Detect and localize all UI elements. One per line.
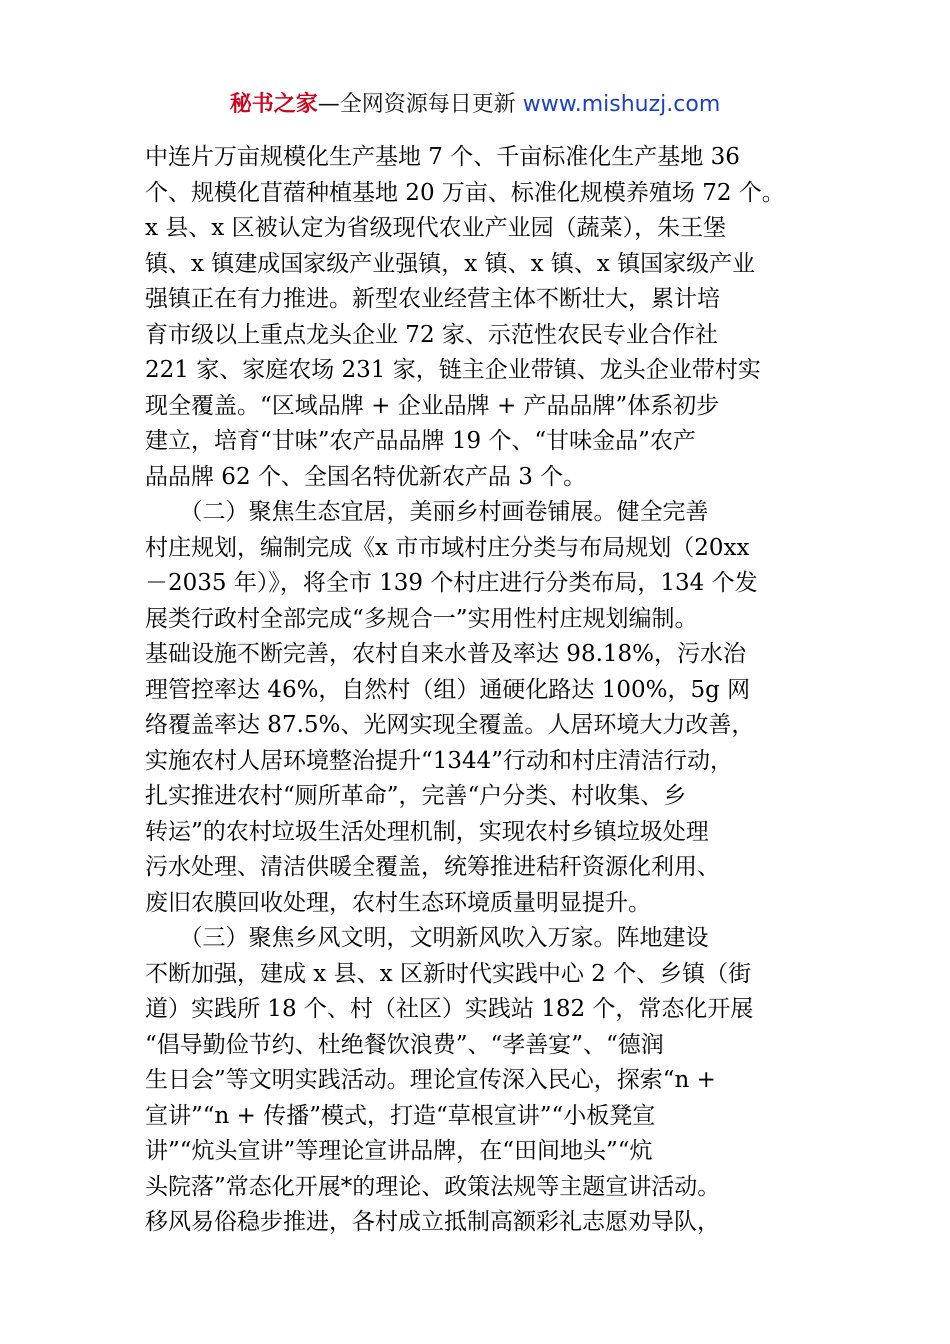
text-line: 建立，培育“甘味”农产品品牌 19 个、“甘味金品”农产 (145, 428, 696, 454)
text-line: 村庄规划，编制完成《x 市市域村庄分类与布局规划（20xx (145, 534, 750, 561)
site-brand: 秘书之家 (229, 92, 318, 117)
text-line: 宣讲”“n + 传播”模式，打造“草根宣讲”“小板凳宣 (145, 1102, 656, 1129)
text-line: 转运”的农村垃圾生活处理机制，实现农村乡镇垃圾处理 (145, 818, 709, 845)
text-line: －2035 年）》，将全市 139 个村庄进行分类布局，134 个发 (145, 570, 758, 596)
text-line: 实施农村人居环境整治提升“1344”行动和村庄清洁行动， (145, 747, 734, 774)
site-tagline: —全网资源每日更新 (317, 92, 523, 117)
paragraph-heading-line: （二）聚焦生态宜居，美丽乡村画卷铺展。健全完善 (145, 499, 709, 525)
paragraph-heading-line: （三）聚焦乡风文明，文明新风吹入万家。阵地建设 (145, 925, 709, 951)
text-line: 育市级以上重点龙头企业 72 家、示范性农民专业合作社 (145, 321, 718, 348)
text-line: 个、规模化苜蓿种植基地 20 万亩、标准化规模养殖场 72 个。 (145, 179, 785, 206)
text-line: 中连片万亩规模化生产基地 7 个、千亩标准化生产基地 36 (145, 144, 740, 170)
text-line: 生日会”等文明实践活动。理论宣传深入民心，探索“n + (145, 1067, 716, 1093)
text-line: 头院落”常态化开展*的理论、政策法规等主题宣讲活动。 (145, 1173, 721, 1200)
text-line: 废旧农膜回收处理，农村生态环境质量明显提升。 (145, 889, 651, 916)
text-line: 污水处理、清洁供暖全覆盖，统筹推进秸秆资源化利用、 (145, 854, 720, 880)
text-line: “倡导勤俭节约、杜绝餐饮浪费”、“孝善宴”、“德润 (145, 1031, 664, 1058)
text-line: 221 家、家庭农场 231 家，链主企业带镇、龙头企业带村实 (145, 357, 761, 383)
text-line: 络覆盖率达 87.5%、光网实现全覆盖。人居环境大力改善， (145, 712, 755, 738)
text-line: 镇、x 镇建成国家级产业强镇，x 镇、x 镇、x 镇国家级产业 (145, 250, 756, 277)
text-line: 展类行政村全部完成“多规合一”实用性村庄规划编制。 (145, 605, 698, 632)
text-line: 扎实推进农村“厕所革命”，完善“户分类、村收集、乡 (145, 783, 687, 809)
text-line: 强镇正在有力推进。新型农业经营主体不断壮大，累计培 (145, 286, 720, 312)
text-line: 移风易俗稳步推进，各村成立抵制高额彩礼志愿劝导队， (145, 1209, 720, 1235)
text-line: 讲”“炕头宣讲”等理论宣讲品牌，在“田间地头”“炕 (145, 1138, 653, 1164)
text-line: 品品牌 62 个、全国名特优新农产品 3 个。 (145, 463, 587, 490)
text-line: 现全覆盖。“区域品牌 + 企业品牌 + 产品品牌”体系初步 (145, 392, 720, 419)
text-line: x 县、x 区被认定为省级现代农业产业园（蔬菜），朱王堡 (145, 215, 727, 241)
site-header (0, 88, 950, 122)
site-url-link[interactable]: www.mishuzj.com (522, 92, 721, 117)
text-line: 基础设施不断完善，农村自来水普及率达 98.18%，污水治 (145, 641, 747, 667)
text-line: 道）实践所 18 个、村（社区）实践站 182 个，常态化开展 (145, 996, 754, 1022)
text-line: 不断加强，建成 x 县、x 区新时代实践中心 2 个、乡镇（街 (145, 960, 752, 987)
text-line: 理管控率达 46%，自然村（组）通硬化路达 100%，5g 网 (145, 676, 751, 703)
document-body (145, 140, 805, 1241)
